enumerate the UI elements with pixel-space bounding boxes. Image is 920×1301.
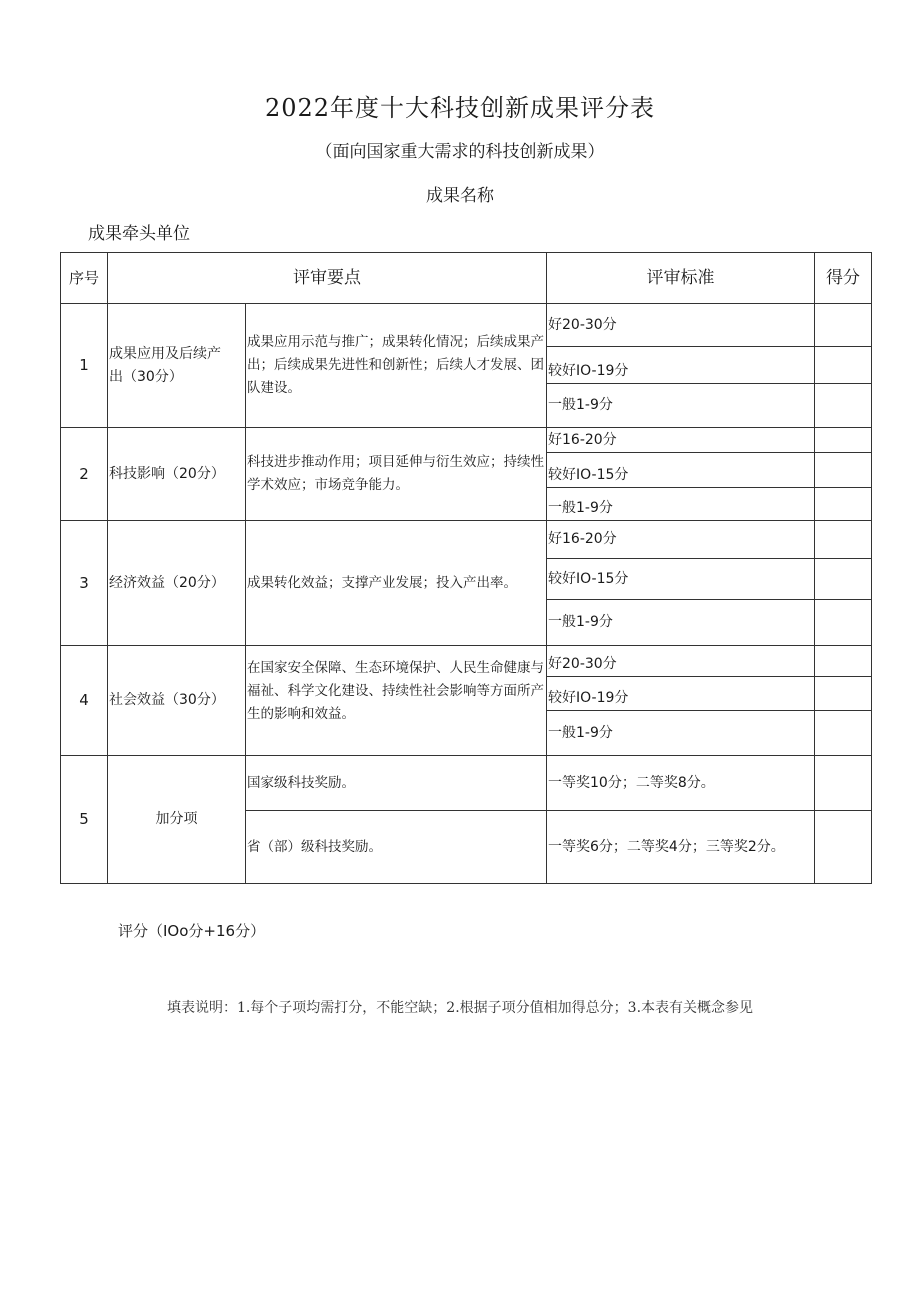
table-row-1-number: 1 xyxy=(79,356,89,374)
header-review-points: 评审要点 xyxy=(293,267,361,288)
header-seq: 序号 xyxy=(69,269,100,287)
table-row-5-sub-1-details: 国家级科技奖励。 xyxy=(247,774,355,791)
table-row-5-sub-2-standard: 一等奖6分；二等奖4分；三等奖2分。 xyxy=(548,838,785,855)
fill-instructions: 填表说明：1.每个子项均需打分，不能空缺；2.根据子项分值相加得总分；3.本表有关概念参见 xyxy=(166,1000,754,1016)
score-cell-2-fair[interactable] xyxy=(815,453,871,487)
table-row-4-item: 社会效益（30分） xyxy=(109,692,225,708)
header-score: 得分 xyxy=(826,267,860,288)
score-cell-3-average[interactable] xyxy=(815,600,871,645)
table-row-4-number: 4 xyxy=(79,691,89,709)
score-cell-2-good[interactable] xyxy=(815,428,871,452)
table-row-1-standard-average: 一般1-9分 xyxy=(548,397,613,413)
table-row-4-standard-average: 一般1-9分 xyxy=(548,724,613,741)
score-cell-1-good[interactable] xyxy=(815,304,871,346)
table-row-2-details: 科技进步推动作用；项目延伸与衍生效应；持续性学术效应；市场竞争能力。 xyxy=(247,454,544,493)
score-cell-4-good[interactable] xyxy=(815,646,871,676)
table-row-1-item: 成果应用及后续产出（30分） xyxy=(109,345,221,385)
page-subtitle: （面向国家重大需求的科技创新成果） xyxy=(315,142,605,162)
table-row-2-standard-fair: 较好IO-15分 xyxy=(548,467,629,483)
score-cell-5-national[interactable] xyxy=(815,756,871,810)
table-row-5-sub-2-details: 省（部）级科技奖励。 xyxy=(247,838,382,855)
table-row-3-standard-fair: 较好IO-15分 xyxy=(548,570,629,587)
table-row-3-item: 经济效益（20分） xyxy=(109,574,225,591)
table-row-4-standard-good: 好20-30分 xyxy=(548,656,617,672)
score-total-label: 评分（IOo分+16分） xyxy=(118,922,266,940)
table-row-4-details: 在国家安全保障、生态环境保护、人民生命健康与福祉、科学文化建设、持续性社会影响等方面所产生的影响和效益。 xyxy=(247,659,544,722)
lead-unit-label: 成果牵头单位 xyxy=(88,224,190,244)
table-row-2-standard-good: 好16-20分 xyxy=(548,431,617,448)
table-row-3-details: 成果转化效益；支撑产业发展；投入产出率。 xyxy=(247,574,517,591)
table-row-3-standard-average: 一般1-9分 xyxy=(548,614,613,630)
score-cell-1-average[interactable] xyxy=(815,384,871,427)
achievement-name-label: 成果名称 xyxy=(426,186,494,206)
table-row-1-standard-fair: 较好IO-19分 xyxy=(548,363,629,379)
header-review-standard: 评审标准 xyxy=(646,267,715,288)
table-row-2-standard-average: 一般1-9分 xyxy=(548,500,613,516)
table-row-5-number: 5 xyxy=(79,810,89,828)
score-cell-4-average[interactable] xyxy=(815,711,871,755)
score-cell-5-provincial[interactable] xyxy=(815,811,871,883)
table-row-5-item: 加分项 xyxy=(155,811,198,827)
table-row-4-standard-fair: 较好IO-19分 xyxy=(548,690,629,706)
table-row-3-standard-good: 好16-20分 xyxy=(548,531,617,547)
score-cell-4-fair[interactable] xyxy=(815,677,871,710)
score-cell-3-good[interactable] xyxy=(815,521,871,558)
table-row-2-item: 科技影响（20分） xyxy=(109,465,225,482)
score-cell-3-fair[interactable] xyxy=(815,559,871,599)
table-row-2-number: 2 xyxy=(79,464,89,483)
score-cell-1-fair[interactable] xyxy=(815,347,871,383)
score-cell-2-average[interactable] xyxy=(815,488,871,520)
table-row-1-standard-good: 好20-30分 xyxy=(548,316,617,333)
table-row-3-number: 3 xyxy=(79,573,89,592)
table-row-5-sub-1-standard: 一等奖10分；二等奖8分。 xyxy=(548,774,715,791)
page-title: 2022年度十大科技创新成果评分表 xyxy=(264,94,656,122)
table-row-1-details: 成果应用示范与推广；成果转化情况；后续成果产出；后续成果先进性和创新性；后续人才发展、团队建设。 xyxy=(247,334,544,396)
